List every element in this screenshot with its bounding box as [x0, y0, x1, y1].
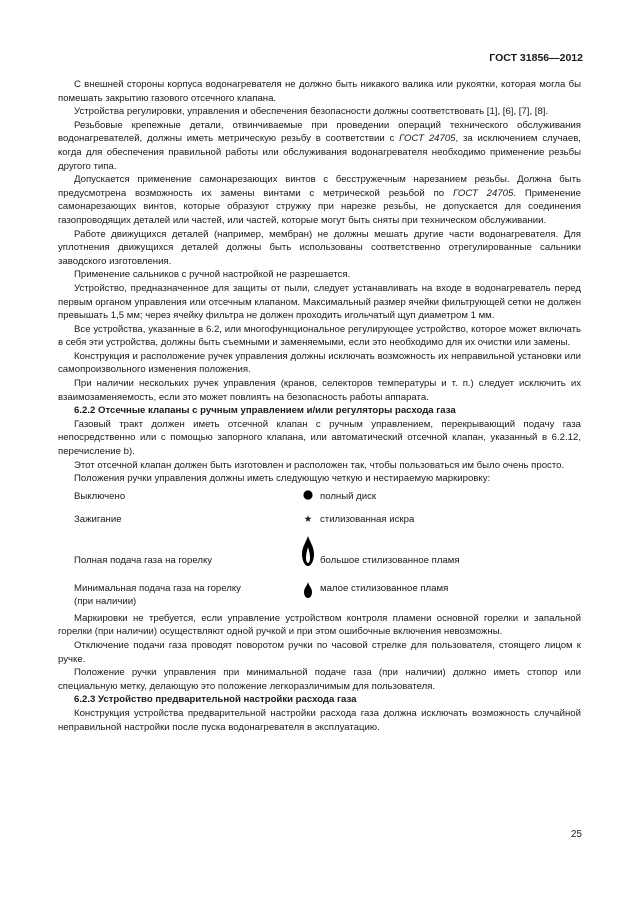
paragraph: Маркировки не требуется, если управление устройством контроля пламени основной горелки и запальной горелки (при наличии) осуществляют одной ручкой и при этом ошибочные включения невозможны. — [58, 612, 581, 638]
paragraph: Все устройства, указанные в 6.2, или многофункциональное регулирующее устройство, которое может включать в себя эти устройства, должны быть съемными и заменяемыми, если это необходимо для их очистки или замены. — [58, 323, 581, 349]
marking-label: Зажигание — [74, 513, 122, 525]
paragraph: Газовый тракт должен иметь отсечной клапан с ручным управлением, перекрывающий подачу газа непосредственно или с помощью запорного клапана, или автоматический отсечной клапан, указанный в 6.2.12, перечисление b). — [58, 418, 581, 458]
paragraph: Положения ручки управления должны иметь следующую четкую и нестираемую маркировку: — [74, 473, 491, 485]
text-run: . Применение самонарезающих винтов, которые образуют стружку при нарезке резьбы, не допускается для соединения газопроводящих деталей или частей, или частей, которые могут быть сняты при техническом обслуживании. — [58, 187, 581, 226]
paragraph: Этот отсечной клапан должен быть изготовлен и расположен так, чтобы пользоваться им было очень просто. — [74, 459, 565, 471]
paragraph: Устройство, предназначенное для защиты от пыли, следует устанавливать на входе в водонагреватель перед первым органом управления или отсечным клапаном. Максимальный размер ячейки фильтрующей сетки не должен превышать 1,5 мм; через ячейку фильтра не должен проходить игольчатый щуп диаметром 1 мм. — [58, 282, 581, 322]
paragraph — [58, 173, 581, 227]
text-run: Резьбовые крепежные детали, отвинчиваемые при проведении операций технического обслуживания водонагревателей, должны иметь метрическую резьбу в соответствии с — [58, 119, 581, 145]
paragraph: Работе движущихся деталей (например, мембран) не должны мешать другие части водонагревателя. Для уплотнения движущихся деталей должны быть использованы соответственно отрегулированные сальники заводского изготовления. — [58, 228, 581, 267]
page-number: 25 — [570, 829, 582, 840]
marking-label: Минимальная подача газа на горелку — [74, 582, 241, 594]
small-flame-icon — [298, 582, 318, 598]
paragraph: Конструкция устройства предварительной настройки расхода газа должна исключать возможность случайной неправильной настройки после пуска водонагревателя в эксплуатацию. — [58, 707, 581, 733]
section-heading: 6.2.2 Отсечные клапаны с ручным управлением и/или регуляторы расхода газа — [74, 405, 456, 417]
marking-row-full-flame — [58, 536, 581, 578]
marking-row-ignition — [58, 513, 581, 532]
page-body — [58, 78, 581, 734]
paragraph — [58, 119, 581, 173]
paragraph: Применение сальников с ручной настройкой не разрешается. — [74, 269, 351, 281]
paragraph: Отключение подачи газа проводят поворотом ручки по часовой стрелке для пользователя, стоящего лицом к ручке. — [58, 640, 581, 665]
marking-row-min-flame — [58, 582, 581, 612]
standard-reference: ГОСТ 24705 — [399, 133, 456, 145]
marking-label-group — [74, 582, 274, 609]
large-flame-icon — [298, 536, 318, 566]
paragraph: При наличии нескольких ручек управления (кранов, селекторов температуры и т. п.) следует исключить их взаимозаменяемость, если это может повлиять на безопасность работы аппарата. — [58, 378, 581, 403]
document-code: ГОСТ 31856—2012 — [489, 52, 583, 64]
text-run: , за исключением случаев, когда для обеспечения правильной работы или обслуживания водонагревателя необходимо применение резьбы другого типа. — [58, 133, 581, 172]
marking-label: Полная подача газа на горелку — [74, 554, 213, 566]
paragraph: Положение ручки управления при минимальной подаче газа (при наличии) должно иметь стопор или специальную метку, делающую это положение легкоразличимым для пользователя. — [58, 667, 581, 692]
paragraph: Конструкция и расположение ручек управления должны исключать возможность их неправильной установки или самопроизвольного изменения положения. — [58, 350, 581, 376]
marking-description: стилизованная искра — [320, 513, 415, 525]
standard-reference: ГОСТ 24705 — [452, 187, 514, 199]
filled-disc-icon — [298, 490, 318, 500]
marking-description: полный диск — [320, 490, 377, 502]
section-heading: 6.2.3 Устройство предварительной настройки расхода газа — [74, 694, 357, 706]
marking-row-off — [58, 490, 581, 509]
marking-label-note: (при наличии) — [74, 596, 137, 608]
marking-description: большое стилизованное пламя — [320, 554, 460, 566]
paragraph: Устройства регулировки, управления и обеспечения безопасности должны соответствовать [1], [6], [7], [8]. — [74, 106, 549, 118]
star-icon: ★ — [303, 513, 313, 525]
marking-description: малое стилизованное пламя — [320, 582, 449, 594]
marking-label: Выключено — [74, 490, 126, 502]
text-run: Допускается применение самонарезающих винтов с бесстружечным нарезанием резьбы. Должна быть предусмотрена возможность их замены винтами с метрической резьбой по — [58, 174, 581, 199]
paragraph: С внешней стороны корпуса водонагревателя не должно быть никакого валика или рукоятки, которая могла бы помешать закрытию газового отсечного клапана. — [58, 79, 581, 104]
